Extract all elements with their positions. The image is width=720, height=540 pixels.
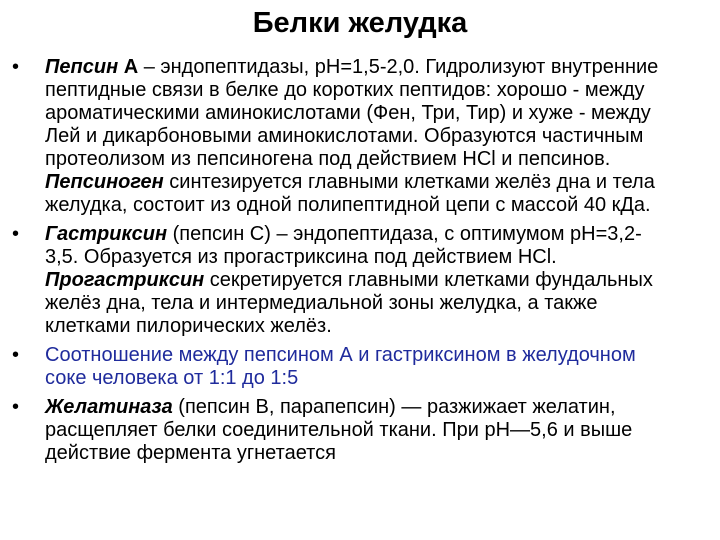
bullet-text: (пепсин В, парапепсин) — разжижает желатин, расщепляет белки соединительной ткани. При pH—5,6 и выше действие фермента угнетается [45,396,633,464]
bullet-marker: • [12,396,20,418]
bullet-text-continued: секретируется главными клетками фундальных желёз дна, тела и интермедиальной зоны желудка, а также клетками пилорических желёз. [45,269,653,337]
bullet-text: (пепсин С) – эндопептидаза, с оптимумом pH=3,2-3,5. Образуется из прогастриксина под действием HCl. [45,223,642,268]
term-pepsin: Пепсин [45,56,119,78]
term-gelatinase: Желатиназа [45,396,173,418]
bullet-text-ratio: Соотношение между пепсином А и гастриксином в желудочном соке человека от 1:1 до 1:5 [45,344,636,389]
term-gastricsin: Гастриксин [45,223,168,245]
bullet-marker: • [12,344,20,366]
bullet-text-continued: синтезируется главными клетками желёз дна и тела желудка, состоит из одной полипептидной цепи с массой 40 кДа. [45,171,655,216]
term-pepsinogen: Пепсиноген [45,171,164,193]
bullet-marker: • [12,56,20,78]
bullet-ratio [0,344,675,390]
bullet-gastricsin [0,223,675,338]
term-pepsin-suffix: А [118,56,139,78]
bullet-pepsin-a [0,56,675,217]
bullet-list [0,56,720,471]
bullet-gelatinase [0,396,675,465]
term-progastricsin: Прогастриксин [45,269,205,291]
bullet-marker: • [12,223,20,245]
slide-title: Белки желудка [252,7,468,39]
bullet-text: – эндопептидазы, pH=1,5-2,0. Гидролизуют внутренние пептидные связи в белке до коротких пептидов: хорошо - между ароматическими аминокислотами (Фен, Три, Тир) и хуже - между Лей и дикарбоновыми аминокислотами. Образуются частичным протеолизом из пепсиногена под действием HCl и пепсинов. [45,56,659,170]
